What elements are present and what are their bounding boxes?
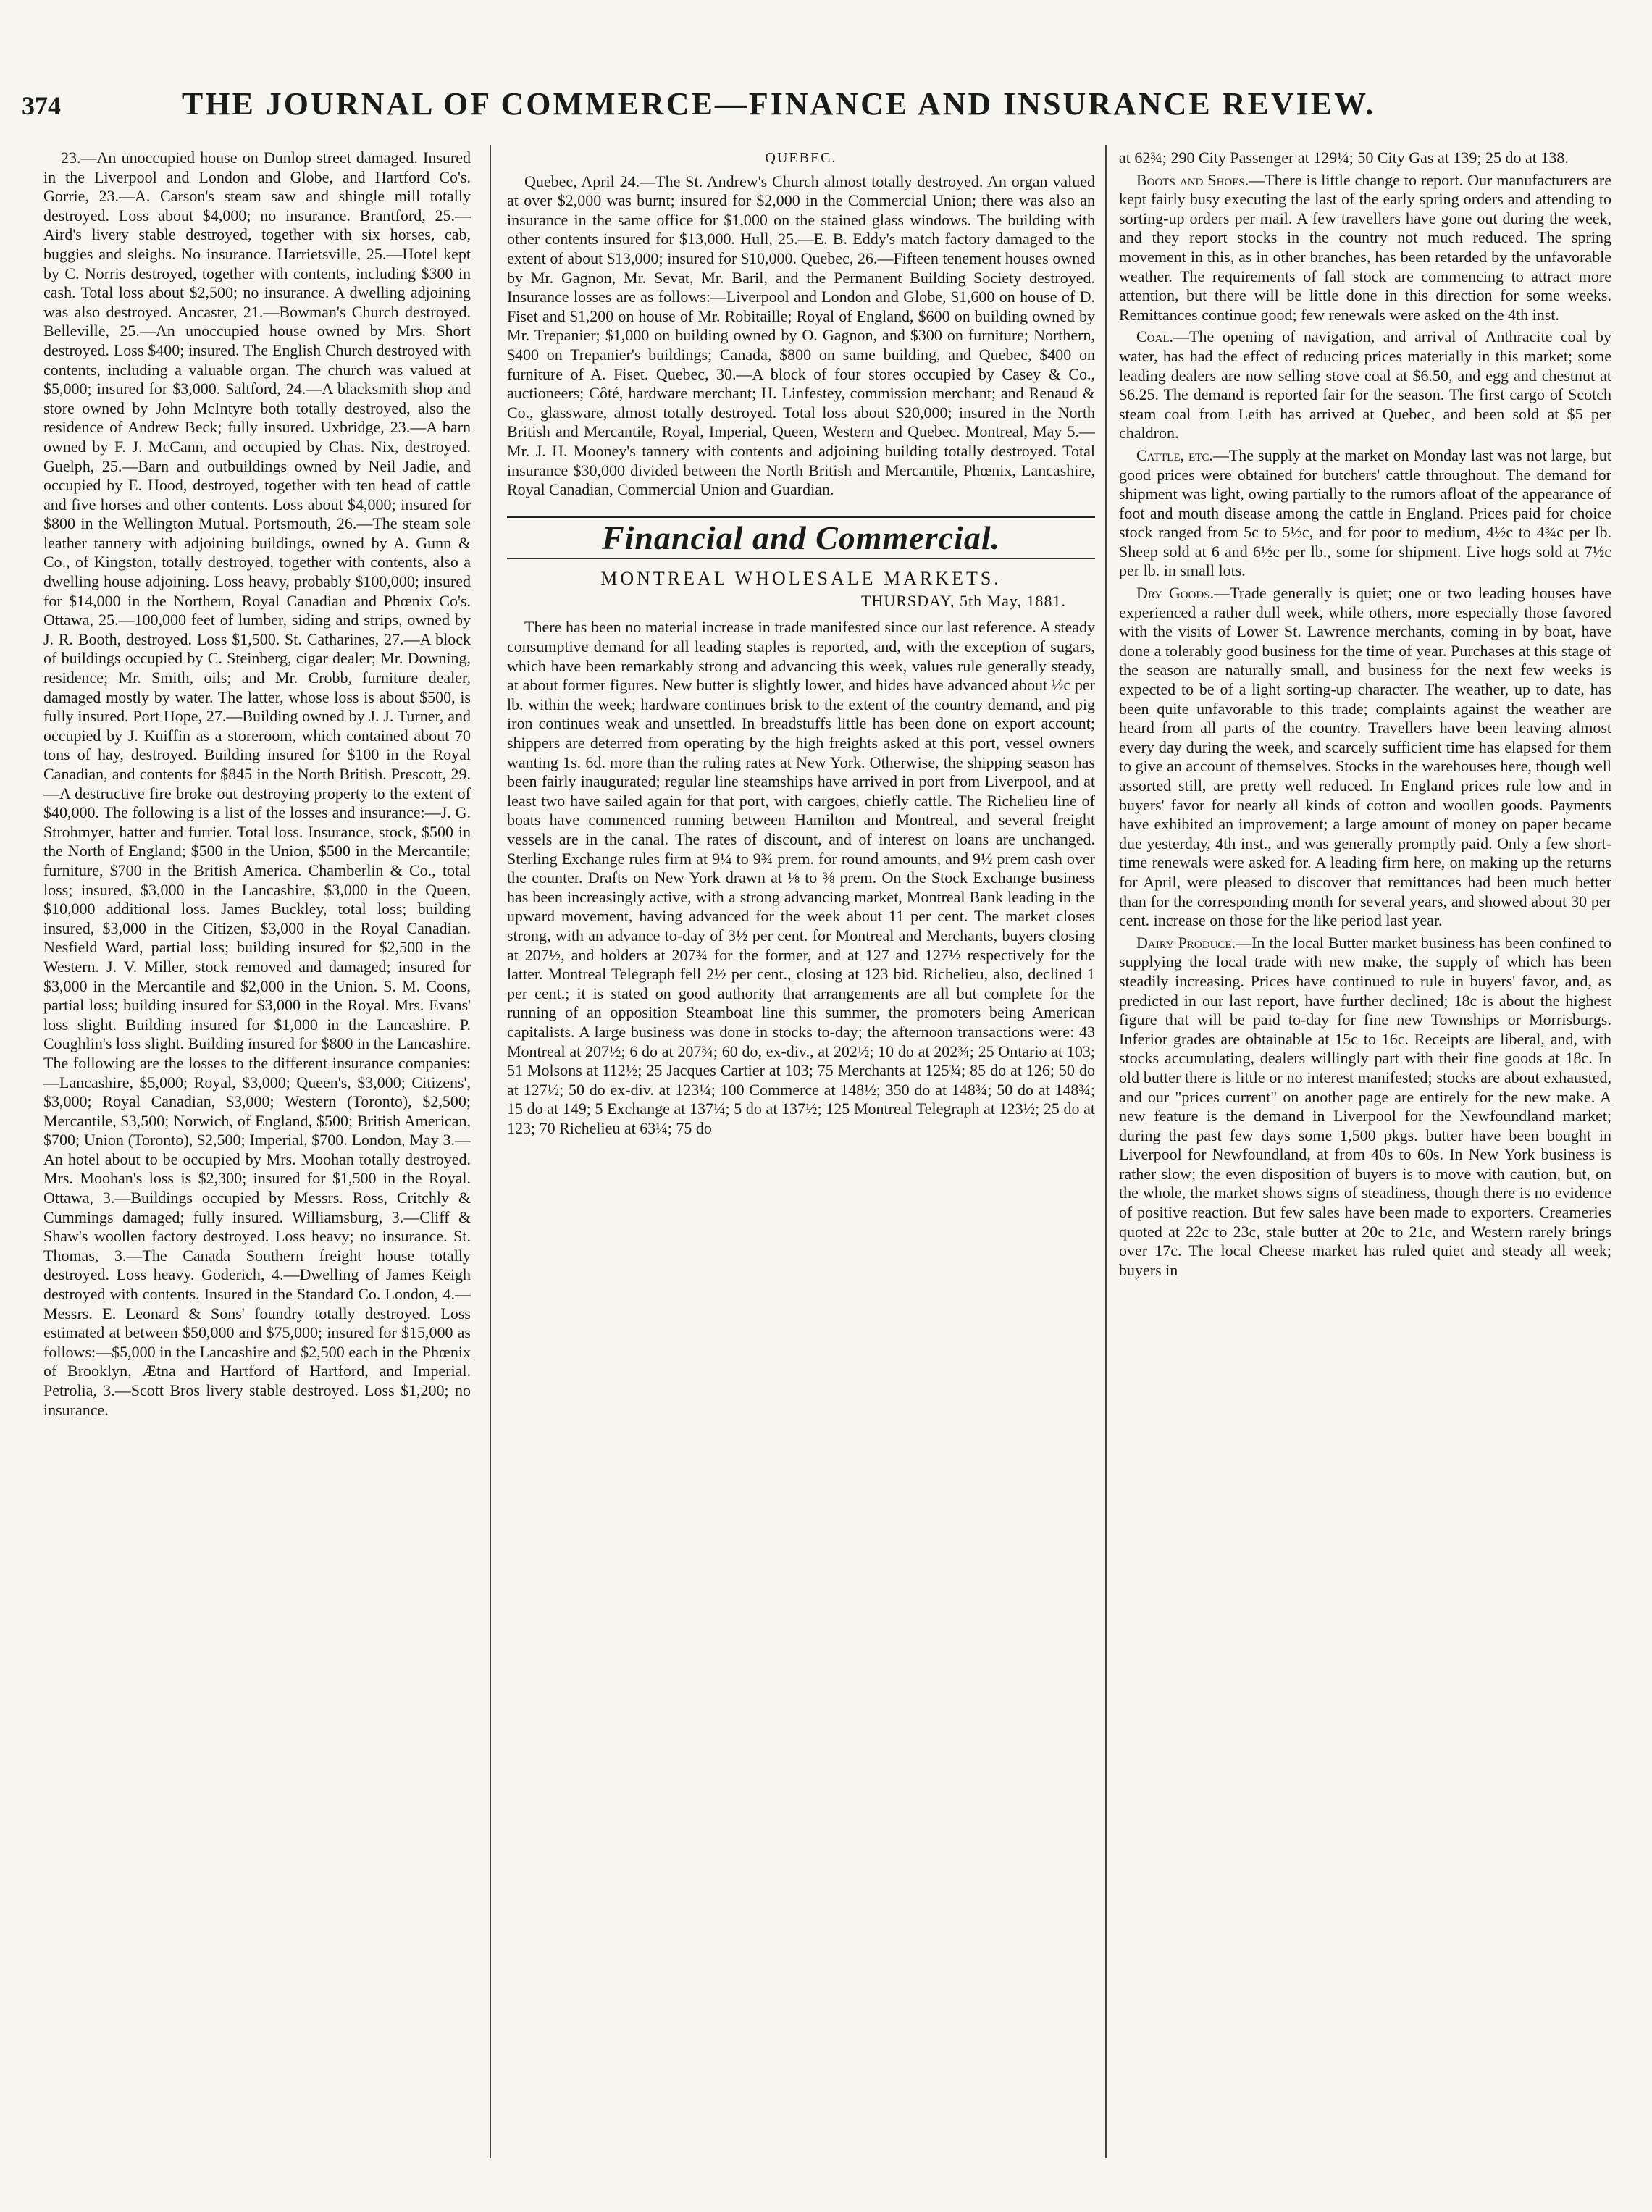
market-paragraph-cattle [1119,446,1611,581]
column-2 [507,148,1095,2155]
title-underline [507,558,1095,559]
paragraph-lead: Coal. [1136,327,1174,346]
running-title: THE JOURNAL OF COMMERCE—FINANCE AND INSURANCE REVIEW. [181,86,1376,122]
page-number: 374 [22,91,61,120]
market-paragraph-dairy [1119,934,1611,1281]
markets-report: There has been no material increase in trade manifested since our last reference. A steady consumptive demand for all leading staples is reported, and, with the exception of sugars, which have been remarkably strong and advancing this week, values rule generally steady, at about former figures. New butter is slightly lower, and hides have advanced about ½c per lb. within the week; hardware continues brisk to the extent of the country demand, and pig iron continues weak and unsettled. In breadstuffs little has been done on export account; shippers are deterred from operating by the high freights asked at this port, vessel owners wanting 1s. 6d. more than the ruling rates at New York. Otherwise, the shipping season has been fairly inaugurated; regular line steamships have arrived in port from Liverpool, and at least two have sailed again for that port, with cargoes, chiefly cattle. The Richelieu line of boats have commenced running between Hamilton and Montreal, and several freight vessels are in the canal. The rates of discount, and of interest on loans are unchanged. Sterling Exchange rules firm at 9¼ to 9¾ prem. for round amounts, and 9½ prem cash over the counter. Drafts on New York drawn at ⅛ to ⅜ prem. On the Stock Exchange business has been increasingly active, with a strong advancing market, Montreal Bank leading in the upward movement, having advanced for the week about 11 per cent. The market closes strong, with an advance to-day of 3½ per cent. for Montreal and Merchants, buyers closing at 207½, and holders at 207¾ for the former, and at 127 and 127½ respectively for the latter. Montreal Telegraph fell 2½ per cent., closing at 123 bid. Richelieu, also, declined 1 per cent.; it is stated on good authority that arrangements are all but complete for the running of an opposition Steamboat line this summer, the promoters being American capitalists. A large business was done in stocks to-day; the afternoon transactions were: 43 Montreal at 207½; 6 do at 207¾; 60 do, ex-div., at 202½; 10 do at 202¾; 25 Ontario at 103; 51 Molsons at 112½; 25 Jacques Cartier at 103; 75 Merchants at 125¾; 85 do at 126; 50 do at 127½; 50 do ex-div. at 123¼; 100 Commerce at 148½; 350 do at 148¾; 50 do at 148¾; 15 do at 149; 5 Exchange at 137¼; 5 do at 137½; 125 Montreal Telegraph at 123½; 25 do at 123; 70 Richelieu at 63¼; 75 do [507,618,1095,1137]
fire-reports-text: 23.—An unoccupied house on Dunlop street damaged. Insured in the Liverpool and London and Globe, and Hartford Co's. Gorrie, 23.—A. Carson's steam saw and shingle mill totally destroyed. Loss about $4,000; no insurance. Brantford, 25.—Aird's livery stable destroyed, together with six horses, cab, buggies and sleighs. No insurance. Harrietsville, 25.—Hotel kept by C. Norris destroyed, together with contents, including $300 in cash. Total loss about $2,500; no insurance. A dwelling adjoining was also destroyed. Ancaster, 21.—Bowman's Church destroyed. Belleville, 25.—An unoccupied house owned by Mrs. Short destroyed. Loss $400; insured. The English Church destroyed with contents, including a valuable organ. The church was valued at $5,000; insured for $3,000. Saltford, 24.—A blacksmith shop and store owned by John McIntyre both totally destroyed, also the residence of Andrew Beck; fully insured. Uxbridge, 23.—A barn owned by F. J. McCann, and occupied by Chas. Nix, destroyed. Guelph, 25.—Barn and outbuildings owned by Neil Jadie, and occupied by E. Hood, destroyed, together with ten head of cattle and five horses and other contents. Loss about $4,000; insured for $800 in the Wellington Mutual. Portsmouth, 26.—The steam sole leather tannery with adjoining buildings, owned by A. Gunn & Co., of Kingston, totally destroyed, together with contents, also a dwelling house adjoining. Loss heavy, probably $100,000; insured for $14,000 in the Northern, Royal Canadian and Phœnix Co's. Ottawa, 25.—100,000 feet of lumber, siding and strips, owned by J. R. Booth, destroyed. Loss $1,500. St. Catharines, 27.—A block of buildings occupied by C. Steinberg, cigar dealer; Mr. Downing, residence; Mr. Smith, oils; and Mr. Crobb, furniture dealer, damaged mostly by water. The latter, whose loss is about $500, is fully insured. Port Hope, 27.—Building owned by J. J. Turner, and occupied by J. Kuiffin as a storeroom, which contained about 70 tons of hay, destroyed. Building insured for $100 in the Royal Canadian, and contents for $845 in the North British. Prescott, 29.—A destructive fire broke out destroying property to the extent of $40,000. The following is a list of the losses and insurance:—J. G. Strohmyer, hatter and furrier. Total loss. Insurance, stock, $500 in the North of England; $500 in the Union, $500 in the Mercantile; furniture, $700 in the British America. Chamberlin & Co., total loss; insured, $3,000 in the Lancashire, $3,000 in the Queen, $10,000 additional loss. James Buckley, total loss; building insured, $3,000 in the Citizen, $3,000 in the Royal Canadian. Nesfield Ward, partial loss; building insured for $2,500 in the Western. J. V. Miller, stock removed and damaged; insured for $3,000 in the Mercantile and $2,000 in the Union. S. M. Coons, partial loss; building insured for $3,000 in the Royal. Mrs. Evans' loss slight. Building insured for $1,000 in the Lancashire. P. Coughlin's loss slight. Building insured for $800 in the Lancashire. The following are the losses to the different insurance companies:—Lancashire, $5,000; Royal, $3,000; Queen's, $3,000; Citizens', $3,000; Royal Canadian, $3,000; Western (Toronto), $2,500; Mercantile, $3,500; Norwich, of England, $500; British American, $700; Union (Toronto), $2,500; Imperial, $700. London, May 3.—An hotel about to be occupied by Mrs. Moohan totally destroyed. Mrs. Moohan's loss is $2,300; insured for $1,500 in the Royal. Ottawa, 3.—Buildings occupied by Messrs. Ross, Critchly & Cummings damaged; fully insured. Williamsburg, 3.—Cliff & Shaw's woollen factory destroyed. Loss heavy; no insurance. St. Thomas, 3.—The Canada Southern freight house totally destroyed. Loss heavy. Goderich, 4.—Dwelling of James Keigh destroyed with contents. Insured in the Standard Co. London, 4.—Messrs. E. Leonard & Sons' foundry totally destroyed. Loss estimated at between $50,000 and $75,000; insured for $15,000 as follows:—$5,000 in the Lancashire and $2,500 each in the Phœnix of Brooklyn, Ætna and Hartford of Hartford, and Imperial. Petrolia, 3.—Scott Bros livery stable destroyed. Loss $1,200; no insurance. [43,148,471,1419]
market-paragraph-coal [1119,327,1611,443]
market-paragraph-dry-goods [1119,584,1611,931]
department-title: Financial and Commercial. [601,519,1001,556]
paragraph-body: —In the local Butter market business has been confined to supplying the local trade with new make, the supply of which has been steadily increasing. Prices have continued to rule in buyers' favor, and, as predicted in our last report, have further declined; 18c is about the highest figure that will be paid to-day for fine new Townships or Morrisburgs. Inferior grades are obtainable at 15c to 16c. Receipts are liberal, and, with stocks accumulating, dealers willingly part with their fine goods at 18c. In old butter there is little or no interest manifested; stocks are about exhausted, and our "prices current" on another page are entirely for the new make. A new feature is the demand in Liverpool for the Newfoundland market; during the past few days some 1,500 pkgs. butter have been bought in Liverpool for Newfoundland, at from 40s to 60s. In New York business is rather slow; the even disposition of buyers is to move with caution, but, on the whole, the market shows signs of steadiness, though there is no evidence of positive reaction. But few sales have been made to exporters. Creameries quoted at 22c to 23c, stale butter at 20c to 21c, and Western rarely brings over 17c. The local Cheese market has ruled quiet and steady all week; buyers in [1119,933,1611,1279]
paragraph-body: —Trade generally is quiet; one or two leading houses have experienced a rather dull week, while others, more especially those favored with the visits of Lower St. Lawrence merchants, coming in by boat, have done a tolerably good business for the time of year. Purchases at this stage of the season are naturally small, and business for the next few weeks is expected to be of a light sorting-up character. The weather, up to date, has been quite unfavorable to this trade; complaints against the weather are heard from all parts of the country. Travellers have been leaving almost every day during the week, and scarcely sufficient time has elapsed for them to give an account of themselves. Stocks in the warehouses here, though well assorted still, are pretty well reduced. In England prices rule low and in buyers' favor for nearly all kinds of cotton and woollen goods. Payments have exhibited an improvement; a large amount of money on paper became due yesterday, 4th inst., and was generally promptly paid. Only a few short-time renewals were asked for. A leading firm here, on making up the returns for April, were pleased to discover that remittances had been much better than for the corresponding month for several years, and showed about 30 per cent. increase on those for the like period last year. [1119,584,1611,930]
paragraph-body: —The opening of navigation, and arrival of Anthracite coal by water, has had the effect of reducing prices materially in this market; some leading dealers are now selling stove coal at $6.50, and egg and chestnut at $6.25. The demand is reported fair for the season. The first cargo of Scotch steam coal from Leith has arrived at Quebec, and been sold at $5 per chaldron. [1119,327,1611,443]
paragraph-lead: Cattle, etc. [1136,445,1213,464]
paragraph-lead: Dry Goods. [1136,584,1215,603]
page-header [22,85,1427,122]
markets-title: MONTREAL WHOLESALE MARKETS. [600,568,1002,590]
dateline: THURSDAY, 5th May, 1881. [861,591,1066,610]
paragraph-lead: Boots and Shoes. [1136,170,1249,189]
quebec-fire-reports: Quebec, April 24.—The St. Andrew's Church almost totally destroyed. An organ valued at over $2,000 was burnt; insured for $2,000 in the Commercial Union; there was also an insurance in the same office for $1,000 on the stained glass windows. The building with other contents insured for $13,000. Hull, 25.—E. B. Eddy's match factory damaged to the extent of about $13,000; insured for $10,000. Quebec, 26.—Fifteen tenement houses owned by Mr. Gagnon, Mr. Sevat, Mr. Baril, and the Permanent Building Society destroyed. Insurance losses are as follows:—Liverpool and London and Globe, $1,600 on house of D. Fiset and $1,200 on house of Mr. Robitaille; Royal of England, $600 on building owned by Mr. Trepanier; $1,000 on building owned by O. Gagnon, and $300 on furniture; Northern, $400 on Trepanier's buildings; Canada, $800 on same building, and Quebec, $400 on furniture of A. Fiset. Quebec, 30.—A block of four stores occupied by Casey & Co., auctioneers; Côté, hardware merchant; H. Linfestey, commission merchant; and Renaud & Co., glassware, almost totally destroyed. Total loss about $20,000; insured in the North British and Mercantile, Royal, Imperial, Queen, Western and Quebec. Montreal, May 5.—Mr. J. H. Mooney's tannery with contents and adjoining building totally destroyed. Total insurance $30,000 divided between the North British and Mercantile, Phœnix, Lancashire, Royal Canadian, Commercial Union and Guardian. [507,172,1095,499]
column-3 [1119,148,1611,2155]
column-divider [1105,145,1107,2158]
column-divider [490,145,491,2158]
paragraph-lead: Dairy Produce. [1136,933,1236,952]
section-heading-quebec: QUEBEC. [765,150,837,166]
paragraph-body: —There is little change to report. Our manufacturers are kept fairly busy executing the last of the early spring orders and attending to sorting-up orders per mail. A few travellers have gone out during the week, and they report stocks in the country not much reduced. The spring movement in this, as in other branches, has been retarded by the unfavorable weather. The requirements of fall stock are commencing to attract more attention, but there will be little done in this direction for some weeks. Remittances continue good; few renewals were asked on the 4th inst. [1119,170,1611,324]
continued-stock-text: at 62¾; 290 City Passenger at 129¼; 50 City Gas at 139; 25 do at 138. [1119,148,1569,167]
market-paragraph-boots [1119,171,1611,325]
paragraph-body: —The supply at the market on Monday last was not large, but good prices were obtained for butchers' cattle throughout. The demand for shipment was light, owing partially to the rumors afloat of the appearance of foot and mouth disease among the cattle in England. Prices paid for choice stock ranged from 5c to 5½c, and for poor to medium, 4½c to 4¾c per lb. Sheep sold at 6 and 6½c per lb., some for shipment. Live hogs sold at 7½c per lb. in small lots. [1119,445,1611,580]
column-1 [43,148,471,2155]
